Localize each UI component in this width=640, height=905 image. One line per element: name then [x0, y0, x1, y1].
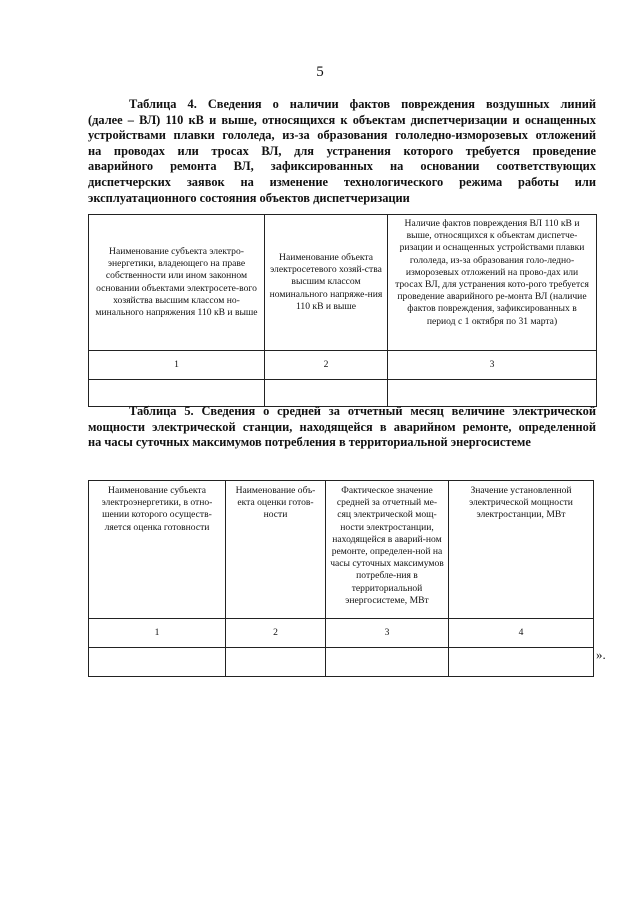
table5-number-row	[89, 619, 594, 648]
table4-header-row	[89, 215, 597, 351]
table5-empty-row	[89, 648, 594, 677]
table5-header-cell: Наименование субъекта электроэнергетики, в отно-шении которого осуществ-ляется оценка готовности	[89, 481, 226, 619]
table5-caption	[88, 404, 596, 451]
table4-caption-line: устройствами плавки гололеда, из-за образования гололедно-изморозевых отложений	[88, 128, 596, 143]
table4	[88, 214, 597, 407]
table4-caption-line: Таблица 4. Сведения о наличии фактов повреждения воздушных линий	[129, 97, 596, 111]
table4-column-number: 2	[265, 351, 388, 380]
table5-caption-line: мощности электрической станции, находящейся в аварийном ремонте, определенной	[88, 419, 596, 434]
table4-header-cell: Наименование объекта электросетевого хозяй-ства высшим классом номинального напряже-ния 110 кВ и выше	[265, 215, 388, 351]
table4-caption-line: диспетчерских заявок на изменение технологического режима работы или	[88, 174, 596, 189]
table4-empty-cell	[388, 380, 597, 407]
table4-caption-line: (далее – ВЛ) 110 кВ и выше, относящихся к объектам диспетчеризации и оснащенных	[88, 112, 596, 127]
table5-column-number: 4	[449, 619, 594, 648]
table4-column-number: 1	[89, 351, 265, 380]
table5-empty-cell	[326, 648, 449, 677]
table5	[88, 480, 594, 677]
table5-header-cell: Значение установленной электрической мощности электростанции, МВт	[449, 481, 594, 619]
table5-empty-cell	[226, 648, 326, 677]
table4-column-number: 3	[388, 351, 597, 380]
table5-column-number: 2	[226, 619, 326, 648]
table5-header-row	[89, 481, 594, 619]
table4-header-cell: Наименование субъекта электро-энергетики, владеющего на праве собственности или ином законном основании объектами электросете-вого хозяйства высшим классом но-минального напряжения 110 кВ и выше	[89, 215, 265, 351]
table5-column-number: 1	[89, 619, 226, 648]
page-number: 5	[316, 64, 324, 80]
table4-number-row	[89, 351, 597, 380]
table5-caption-line: на часы суточных максимумов потребления в территориальной энергосистеме	[88, 435, 531, 450]
table4-empty-cell	[265, 380, 388, 407]
table4-caption	[88, 97, 596, 206]
table4-caption-line: аварийного ремонта ВЛ, зафиксированных на основании соответствующих	[88, 159, 596, 174]
table5-empty-cell	[449, 648, 594, 677]
table4-caption-line: на проводах или тросах ВЛ, для устранения которого требуется проведение	[88, 143, 596, 158]
table4-header-cell: Наличие фактов повреждения ВЛ 110 кВ и выше, относящихся к объектам диспетче-ризации и оснащенных устройствами плавки гололеда, из-за образования голо-ледно-изморозевых отложений на прово-дах или тросах ВЛ, для устранения кото-рого требуется проведение аварийного ре-монта ВЛ (наличие фактов повреждения, зафиксированных в период с 1 октября по 31 марта)	[388, 215, 597, 351]
table4-caption-line: эксплуатационного состояния объектов диспетчеризации	[88, 190, 410, 205]
table4-empty-cell	[89, 380, 265, 407]
closing-quote-mark: ».	[596, 647, 606, 662]
table5-header-cell: Фактическое значение средней за отчетный ме-сяц электрической мощ-ности электростанции, находящейся в аварий-ном ремонте, определен-ной на часы суточных максимумов потребле-ния в территориальной энергосистеме, МВт	[326, 481, 449, 619]
table5-empty-cell	[89, 648, 226, 677]
table5-column-number: 3	[326, 619, 449, 648]
table5-header-cell: Наименование объ-екта оценки готов-ности	[226, 481, 326, 619]
table4-empty-row	[89, 380, 597, 407]
table5-caption-line: Таблица 5. Сведения о средней за отчетный месяц величине электрической	[129, 404, 596, 418]
